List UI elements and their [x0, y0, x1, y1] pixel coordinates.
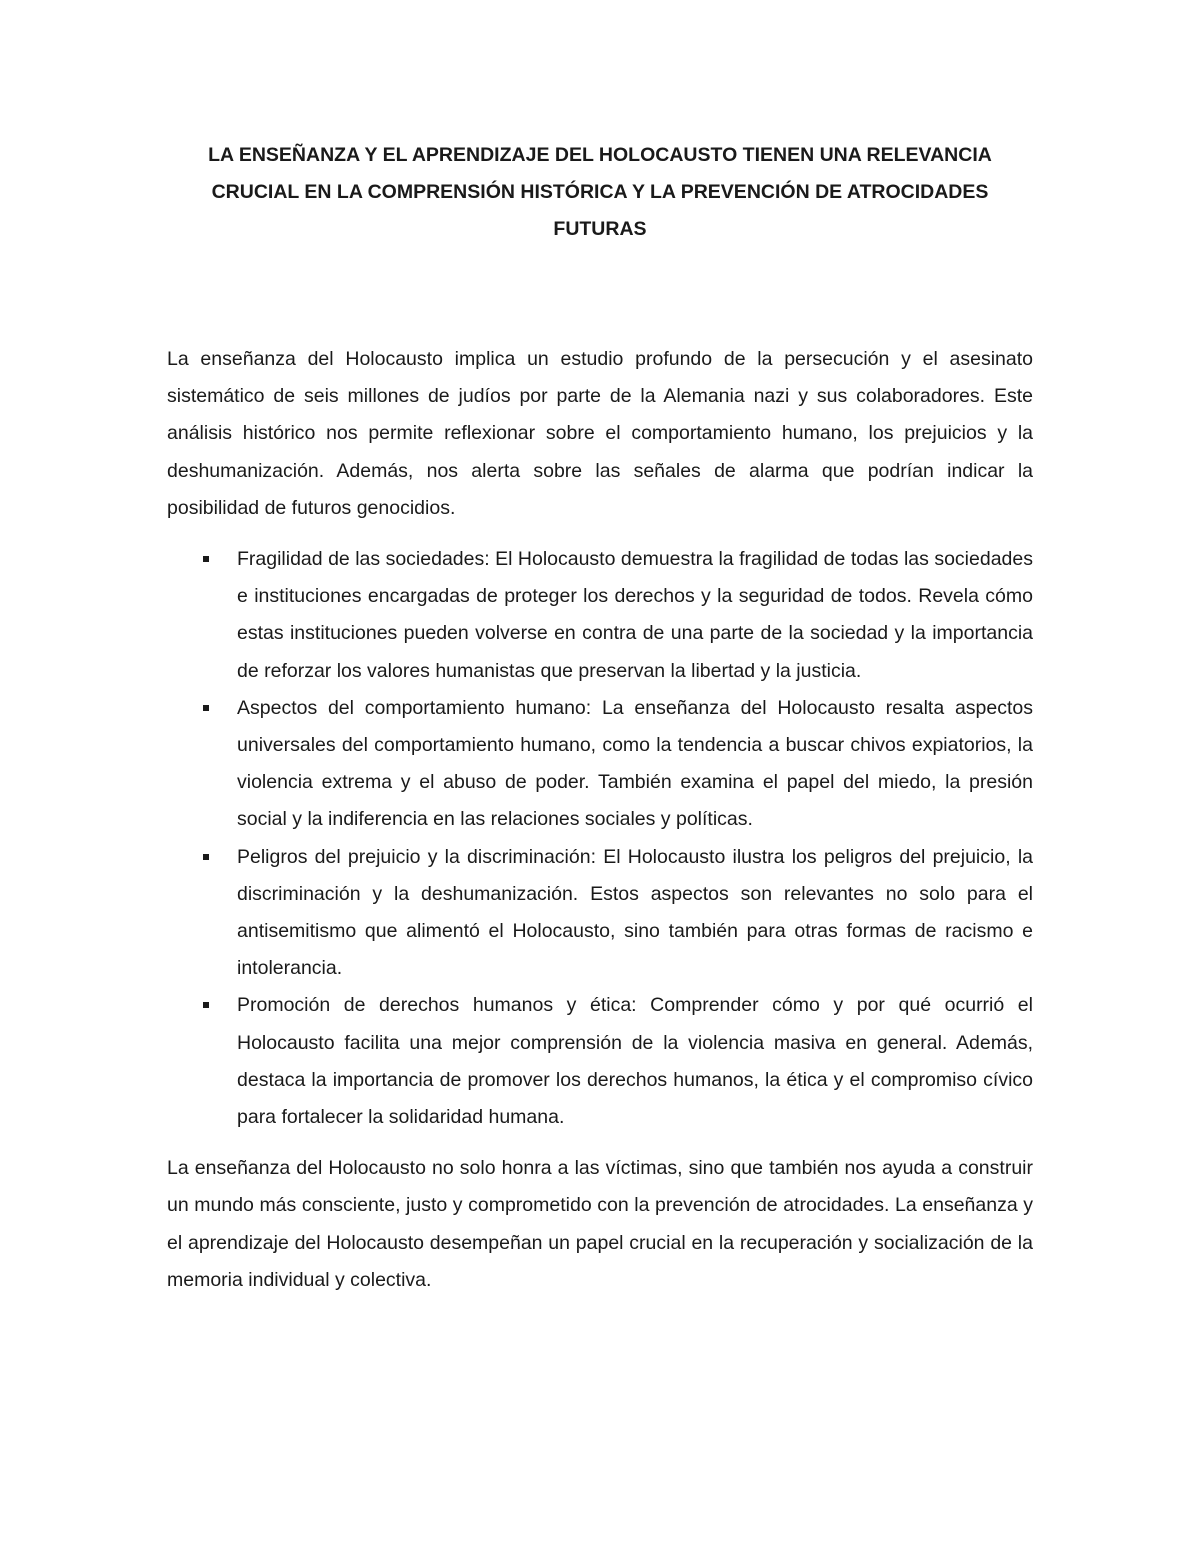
bullet-list	[167, 541, 1033, 1136]
bullet-text: Peligros del prejuicio y la discriminación: El Holocausto ilustra los peligros del prejuicio, la discriminación y la deshumanización. Estos aspectos son relevantes no solo para el antisemitismo que alimentó el Holocausto, sino también para otras formas de racismo e intolerancia.	[237, 845, 1033, 980]
square-bullet-icon	[203, 854, 209, 860]
list-item	[167, 839, 1033, 988]
document-page	[167, 137, 1033, 1299]
bullet-text: Fragilidad de las sociedades: El Holocausto demuestra la fragilidad de todas las sociedades e instituciones encargadas de proteger los derechos y la seguridad de todos. Revela cómo estas instituciones pueden volverse en contra de una parte de la sociedad y la importancia de reforzar los valores humanistas que preservan la libertad y la justicia.	[237, 548, 1033, 682]
square-bullet-icon	[203, 705, 209, 711]
list-item	[167, 987, 1033, 1136]
document-title: LA ENSEÑANZA Y EL APRENDIZAJE DEL HOLOCAUSTO TIENEN UNA RELEVANCIA CRUCIAL EN LA COMPRENSIÓN HISTÓRICA Y LA PREVENCIÓN DE ATROCIDADES FUTURAS	[208, 144, 992, 240]
list-item	[167, 690, 1033, 839]
square-bullet-icon	[203, 1002, 209, 1008]
list-item	[167, 541, 1033, 690]
closing-paragraph: La enseñanza del Holocausto no solo honra a las víctimas, sino que también nos ayuda a construir un mundo más consciente, justo y comprometido con la prevención de atrocidades. La enseñanza y el aprendizaje del Holocausto desempeñan un papel crucial en la recuperación y socialización de la memoria individual y colectiva.	[167, 1157, 1033, 1291]
bullet-text: Aspectos del comportamiento humano: La enseñanza del Holocausto resalta aspectos universales del comportamiento humano, como la tendencia a buscar chivos expiatorios, la violencia extrema y el abuso de poder. También examina el papel del miedo, la presión social y la indiferencia en las relaciones sociales y políticas.	[237, 696, 1033, 831]
bullet-text: Promoción de derechos humanos y ética: Comprender cómo y por qué ocurrió el Holocausto facilita una mejor comprensión de la violencia masiva en general. Además, destaca la importancia de promover los derechos humanos, la ética y el compromiso cívico para fortalecer la solidaridad humana.	[237, 994, 1033, 1129]
intro-paragraph: La enseñanza del Holocausto implica un estudio profundo de la persecución y el asesinato sistemático de seis millones de judíos por parte de la Alemania nazi y sus colaboradores. Este análisis histórico nos permite reflexionar sobre el comportamiento humano, los prejuicios y la deshumanización. Además, nos alerta sobre las señales de alarma que podrían indicar la posibilidad de futuros genocidios.	[167, 348, 1033, 519]
square-bullet-icon	[203, 556, 209, 562]
